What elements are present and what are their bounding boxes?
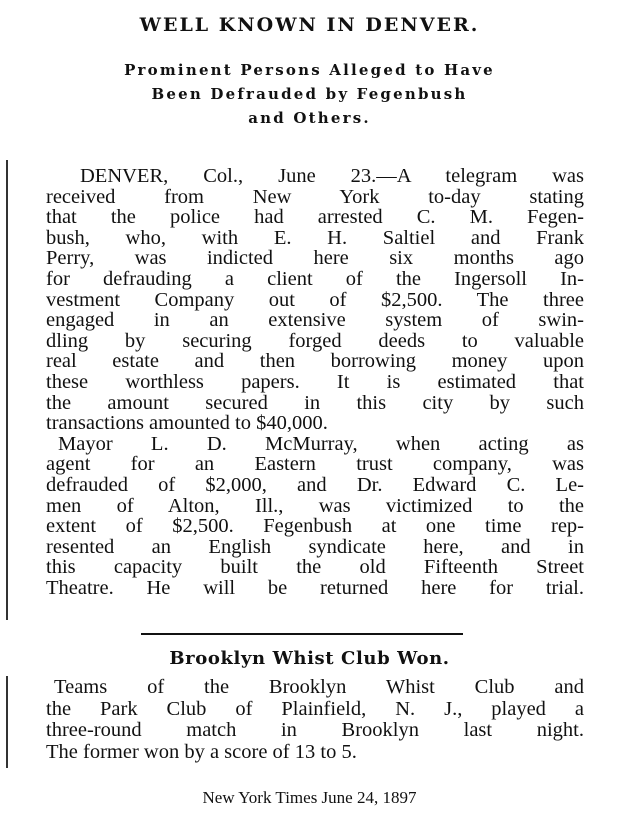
- body-line: these worthless papers. It is estimated that: [46, 370, 584, 393]
- subheadline-line: Been Defrauded by Fegenbush: [151, 85, 468, 103]
- body-line: agent for an Eastern trust company, was: [46, 453, 584, 476]
- body-line: The former won by a score of 13 to 5.: [46, 740, 357, 763]
- body-line: DENVER, Col., June 23.—A telegram was: [80, 165, 584, 187]
- article-subheadline: [0, 58, 619, 130]
- subheadline-line: Prominent Persons Alleged to Have: [124, 61, 495, 79]
- body-line: Theatre. He will be returned here for trial.: [46, 576, 584, 599]
- body-line: the Park Club of Plainfield, N. J., played a: [46, 697, 584, 720]
- body-line: the amount secured in this city by such: [46, 391, 584, 414]
- body-line: for defrauding a client of the Ingersoll In-: [46, 267, 584, 290]
- article-divider: [141, 633, 463, 635]
- body-line: Teams of the Brooklyn Whist Club and: [54, 676, 584, 698]
- body-line: transactions amounted to $40,000.: [46, 412, 328, 435]
- body-line: extent of $2,500. Fegenbush at one time rep-: [46, 515, 584, 538]
- body-line: resented an English syndicate here, and in: [46, 535, 584, 558]
- body-line: engaged in an extensive system of swin-: [46, 309, 584, 332]
- body-line: men of Alton, Ill., was victimized to the: [46, 494, 584, 517]
- second-article-headline: Brooklyn Whist Club Won.: [169, 648, 450, 669]
- article-headline: WELL KNOWN IN DENVER.: [139, 14, 480, 36]
- body-line: three-round match in Brooklyn last night.: [46, 719, 584, 741]
- body-line: Perry, was indicted here six months ago: [46, 247, 584, 270]
- column-margin-line-lower: [6, 676, 8, 768]
- second-article-body: [46, 677, 584, 763]
- subheadline-line: and Others.: [248, 109, 371, 127]
- body-line: this capacity built the old Fifteenth Street: [46, 556, 584, 579]
- body-line: defrauded of $2,000, and Dr. Edward C. Le-: [46, 473, 584, 496]
- body-line: vestment Company out of $2,500. The three: [46, 288, 584, 311]
- body-line: dling by securing forged deeds to valuable: [46, 329, 584, 352]
- body-line: Mayor L. D. McMurray, when acting as: [58, 432, 584, 455]
- article-body: [46, 166, 584, 598]
- body-line: real estate and then borrowing money upon: [46, 350, 584, 373]
- source-caption: New York Times June 24, 1897: [202, 788, 417, 807]
- body-line: received from New York to-day stating: [46, 185, 584, 208]
- body-line: that the police had arrested C. M. Fegen-: [46, 206, 584, 229]
- body-line: bush, who, with E. H. Saltiel and Frank: [46, 226, 584, 249]
- column-margin-line: [6, 160, 8, 620]
